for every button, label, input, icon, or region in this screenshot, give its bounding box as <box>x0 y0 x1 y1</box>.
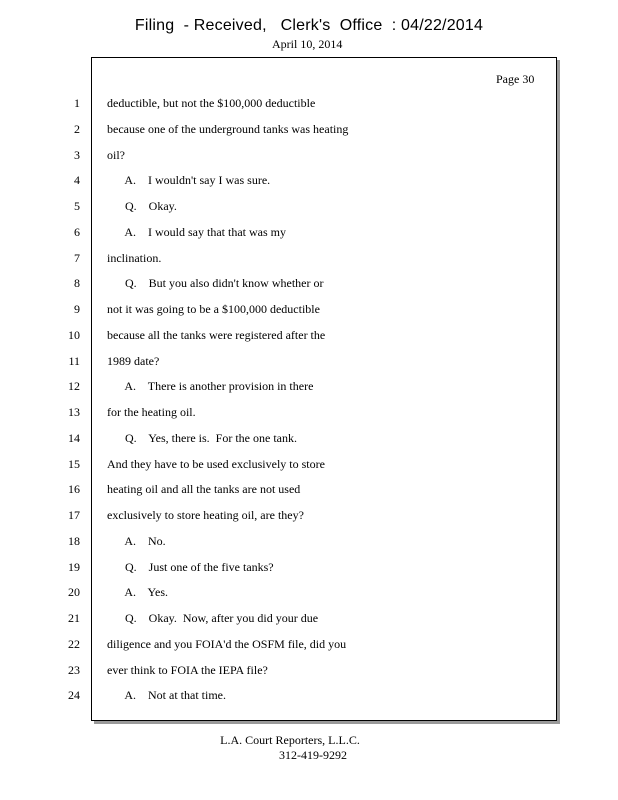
line-text: Q. Yes, there is. For the one tank. <box>107 430 297 445</box>
deposition-date: April 10, 2014 <box>272 37 343 51</box>
line-number: 11 <box>68 353 80 368</box>
line-text: ever think to FOIA the IEPA file? <box>107 662 268 677</box>
line-text: A. Yes. <box>107 585 169 600</box>
line-number: 13 <box>68 405 80 419</box>
line-text: because one of the underground tanks was heating <box>107 121 349 136</box>
page-number: Page 30 <box>496 72 535 86</box>
line-text: Q. But you also didn't know whether or <box>107 276 324 291</box>
line-number: 4 <box>74 173 80 188</box>
line-number: 12 <box>68 379 80 394</box>
line-number: 19 <box>68 559 80 574</box>
line-text: oil? <box>107 147 125 162</box>
line-number: 7 <box>74 250 80 265</box>
line-text: inclination. <box>107 250 162 265</box>
line-text: deductible, but not the $100,000 deductible <box>107 96 316 110</box>
line-number: 24 <box>68 688 80 703</box>
line-number: 2 <box>74 121 80 136</box>
line-number: 16 <box>68 482 80 497</box>
line-number: 21 <box>68 611 80 625</box>
line-number: 20 <box>68 585 80 600</box>
line-number: 8 <box>74 276 80 291</box>
line-text: heating oil and all the tanks are not used <box>107 482 301 497</box>
line-text: And they have to be used exclusively to store <box>107 456 325 471</box>
line-text: exclusively to store heating oil, are they? <box>107 508 304 522</box>
line-number: 6 <box>74 224 80 239</box>
line-text: Q. Okay. <box>107 199 177 213</box>
line-text: A. Not at that time. <box>107 688 226 703</box>
line-text: A. There is another provision in there <box>107 379 314 394</box>
filing-stamp: Filing - Received, Clerk's Office : 04/22/2014 <box>134 17 484 34</box>
line-text: Q. Okay. Now, after you did your due <box>107 611 319 625</box>
line-text: Q. Just one of the five tanks? <box>107 559 274 574</box>
line-number: 3 <box>74 147 80 162</box>
line-text: A. No. <box>107 533 166 548</box>
line-number: 17 <box>68 508 80 522</box>
line-number: 10 <box>68 327 80 342</box>
line-number: 9 <box>74 302 80 316</box>
line-number: 15 <box>68 456 80 471</box>
line-text: A. I wouldn't say I was sure. <box>107 173 271 188</box>
line-text: diligence and you FOIA'd the OSFM file, did you <box>107 636 347 651</box>
reporter-company: L.A. Court Reporters, L.L.C. <box>220 733 360 747</box>
line-number: 22 <box>68 636 80 651</box>
line-number: 23 <box>68 662 80 677</box>
reporter-phone: 312-419-9292 <box>279 748 347 762</box>
line-text: because all the tanks were registered after the <box>107 327 326 342</box>
line-text: 1989 date? <box>107 353 160 368</box>
line-text: for the heating oil. <box>107 405 196 419</box>
line-number: 5 <box>74 199 80 213</box>
line-text: not it was going to be a $100,000 deductible <box>107 302 320 316</box>
line-number: 14 <box>68 430 80 445</box>
line-number: 1 <box>74 96 80 110</box>
line-text: A. I would say that that was my <box>107 224 286 239</box>
line-number: 18 <box>68 533 80 548</box>
